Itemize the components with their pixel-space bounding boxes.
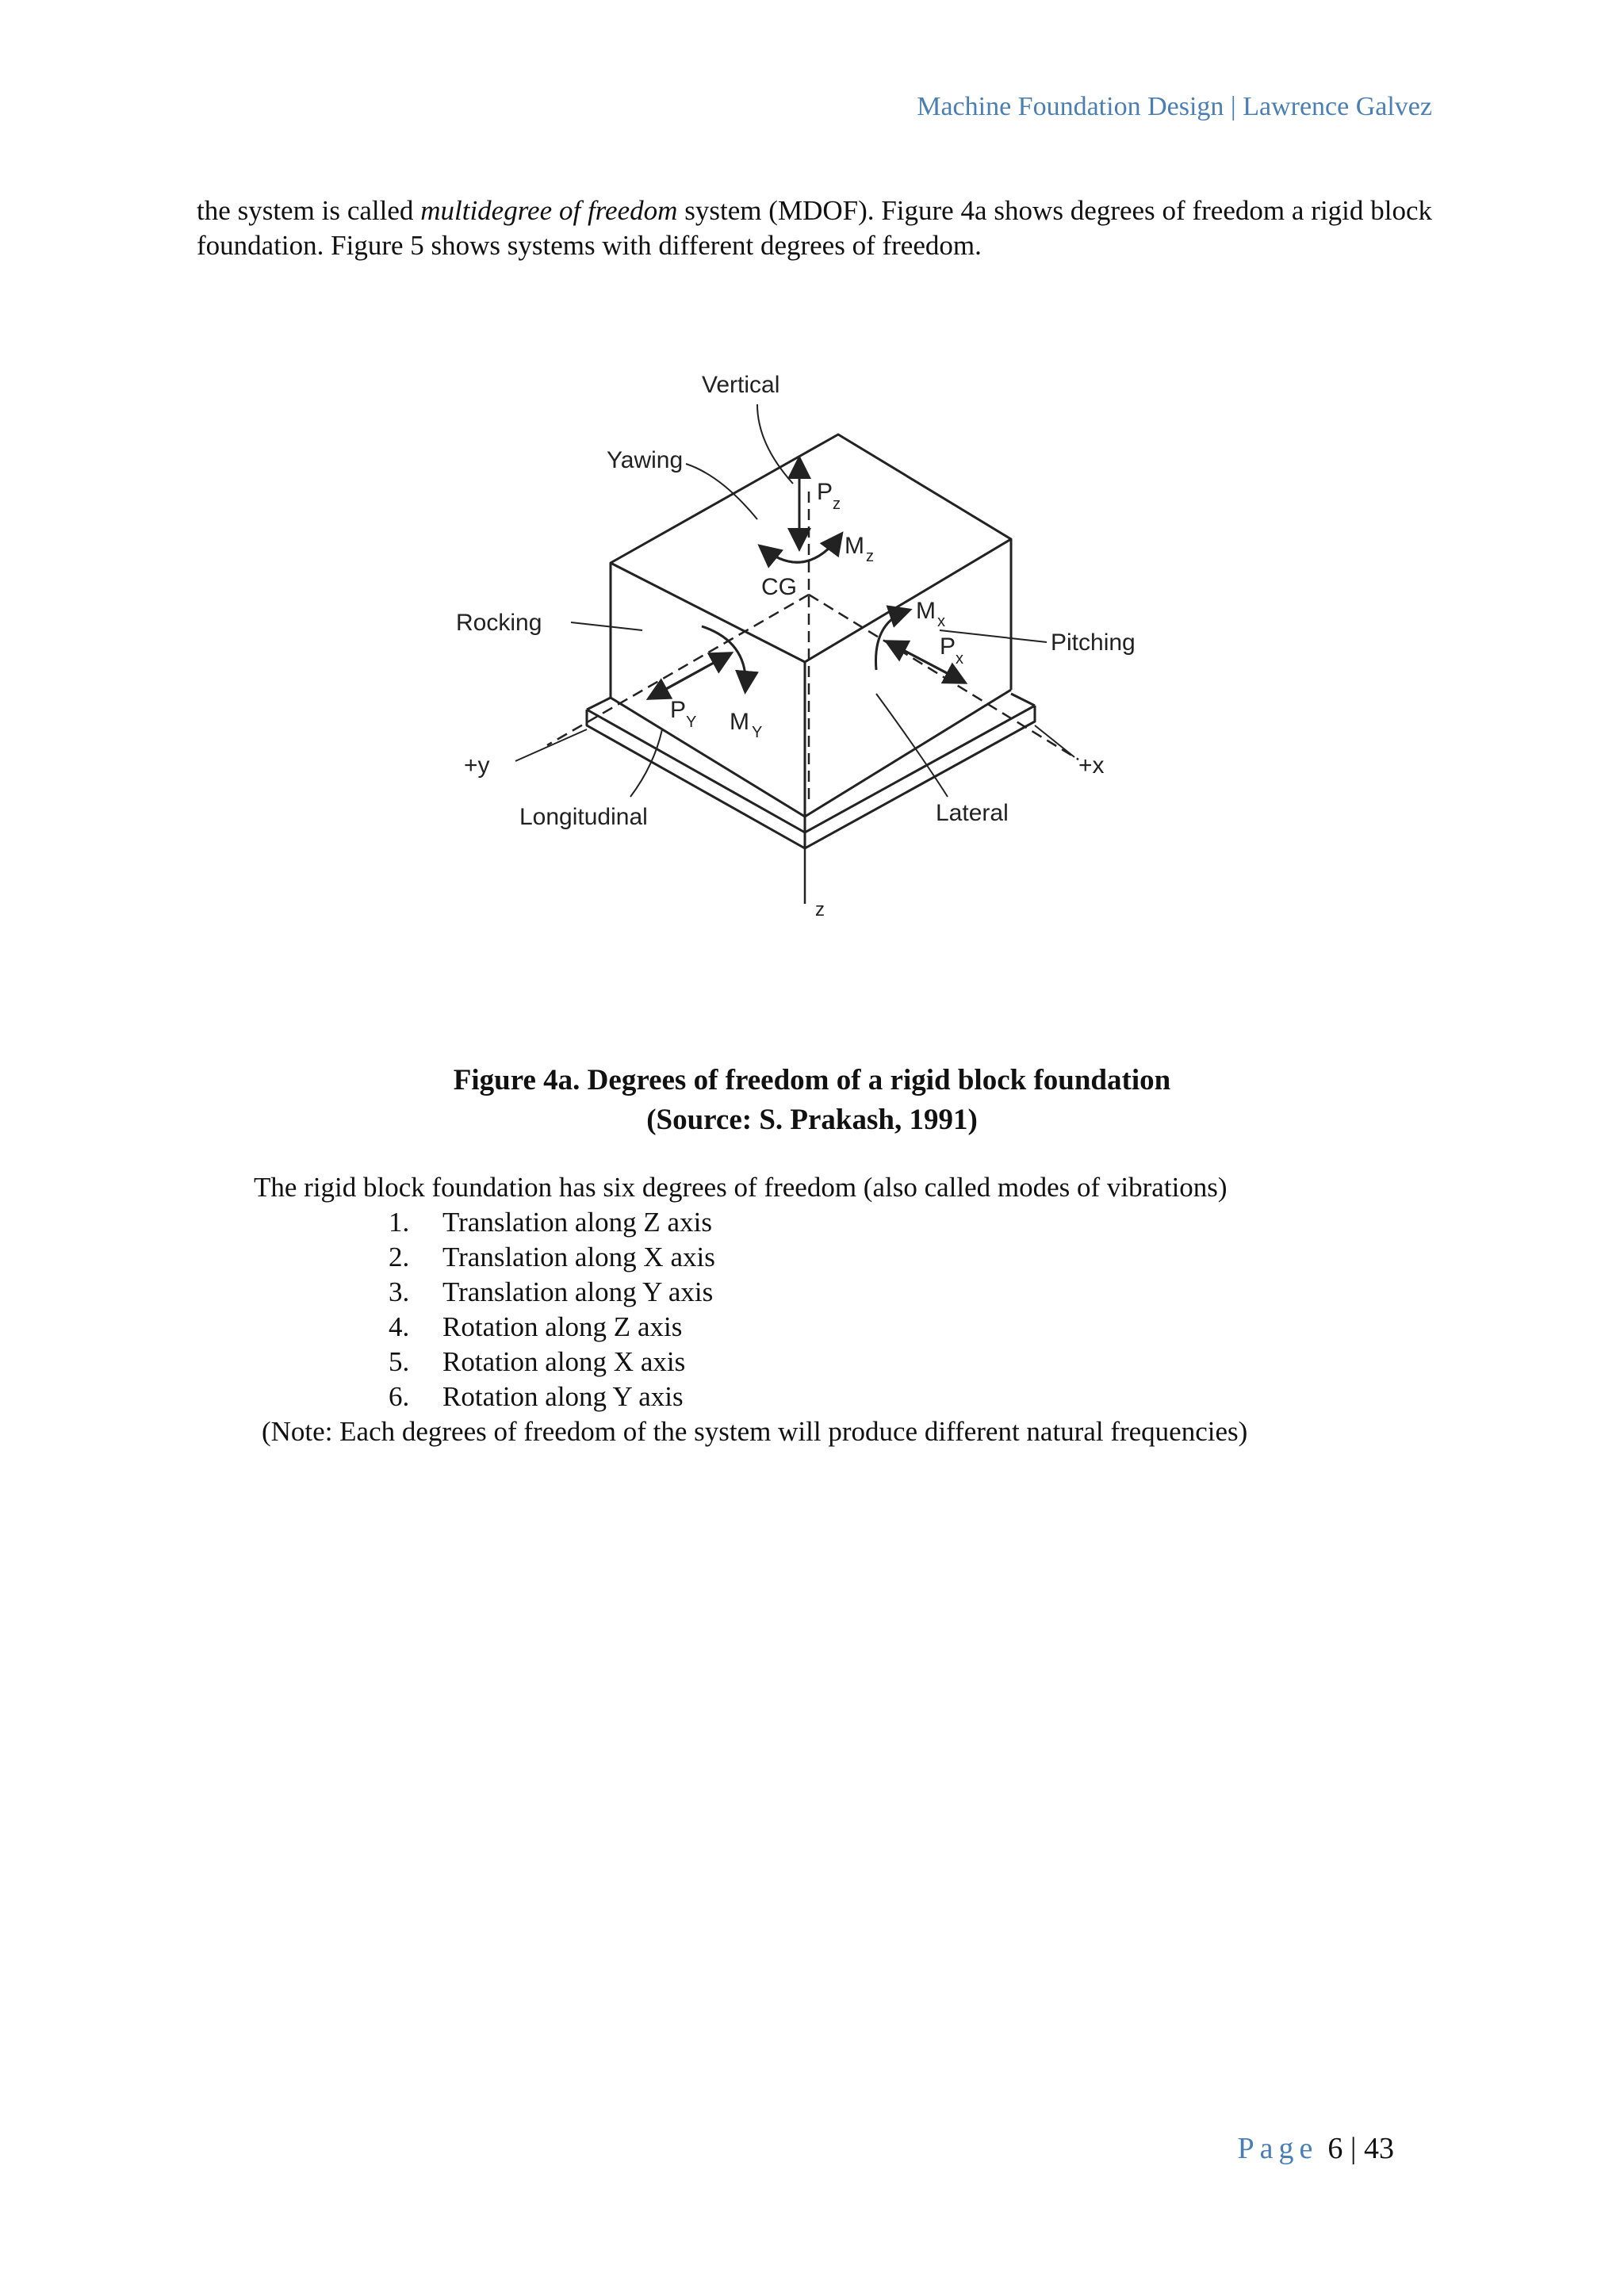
list-item: 5. Rotation along X axis — [389, 1346, 686, 1377]
longitudinal-leader — [630, 729, 662, 797]
page-word: Page — [1237, 2132, 1319, 2165]
body-text-end: system (MDOF). Figure 4a shows degrees of freedom a rigid block foundation. Figure 5 shows systems with different degrees of freedom. — [197, 195, 1432, 261]
label-z: z — [815, 899, 825, 920]
lateral-leader — [876, 694, 948, 797]
body-text-start: the system is called — [197, 195, 421, 226]
label-py: P — [670, 697, 687, 723]
mx-arrow — [876, 610, 909, 670]
plus-x-leader — [1035, 725, 1074, 757]
label-px: P — [940, 633, 956, 660]
page-number: 6 | 43 — [1327, 2132, 1394, 2165]
label-vertical: Vertical — [702, 372, 780, 398]
list-item: 1. Translation along Z axis — [389, 1207, 712, 1238]
label-rocking: Rocking — [456, 610, 542, 636]
label-mz-sub: z — [866, 548, 874, 565]
label-cg: CG — [761, 574, 797, 600]
caption-source: (Source: S. Prakash, 1991) — [646, 1104, 978, 1136]
label-mx: M — [916, 598, 936, 624]
base-slab-outline — [587, 706, 1035, 848]
label-plus-y: +y — [464, 752, 490, 779]
mz-arrow-back — [761, 535, 841, 562]
vertical-leader — [757, 404, 793, 484]
intro-text: The rigid block foundation has six degrees of freedom (also called modes of vibrations) — [254, 1172, 1228, 1203]
block-diagram — [444, 357, 1189, 991]
label-longitudinal: Longitudinal — [519, 804, 648, 830]
label-yawing: Yawing — [607, 447, 684, 473]
caption-title: Figure 4a. Degrees of freedom of a rigid block foundation — [453, 1064, 1171, 1096]
label-mz: M — [845, 533, 864, 559]
py-arrow-back — [650, 654, 730, 698]
page-footer — [1238, 2131, 1394, 2166]
rigid-block-figure — [444, 357, 1189, 991]
plus-y-leader — [515, 729, 587, 761]
base-slab-top-left — [587, 698, 611, 710]
pitching-leader — [940, 630, 1047, 642]
label-pitching: Pitching — [1051, 629, 1136, 656]
label-my-sub: Y — [752, 724, 763, 741]
label-plus-x: +x — [1078, 752, 1105, 779]
yawing-leader — [686, 464, 757, 519]
label-pz: P — [817, 479, 833, 505]
page-header: Machine Foundation Design | Lawrence Galvez — [917, 92, 1432, 121]
list-item: 4. Rotation along Z axis — [389, 1311, 683, 1342]
label-my: M — [730, 709, 749, 735]
body-paragraph — [197, 193, 1432, 263]
base-slab-top-right — [1011, 694, 1035, 706]
body-text-italic: multidegree of freedom — [420, 195, 678, 226]
label-pz-sub: z — [833, 496, 841, 513]
label-py-sub: Y — [686, 714, 697, 731]
list-item: 2. Translation along X axis — [389, 1242, 715, 1272]
dof-list — [389, 1205, 715, 1414]
block-bottom-right — [805, 690, 1011, 817]
rocking-leader — [571, 622, 642, 630]
label-px-sub: x — [956, 650, 963, 668]
list-item: 6. Rotation along Y axis — [389, 1381, 684, 1412]
label-mx-sub: x — [937, 613, 945, 630]
list-item: 3. Translation along Y axis — [389, 1276, 714, 1307]
figure-caption — [0, 1061, 1624, 1140]
note-text: (Note: Each degrees of freedom of the system will produce different natural frequencies) — [262, 1416, 1248, 1447]
label-lateral: Lateral — [936, 800, 1009, 826]
